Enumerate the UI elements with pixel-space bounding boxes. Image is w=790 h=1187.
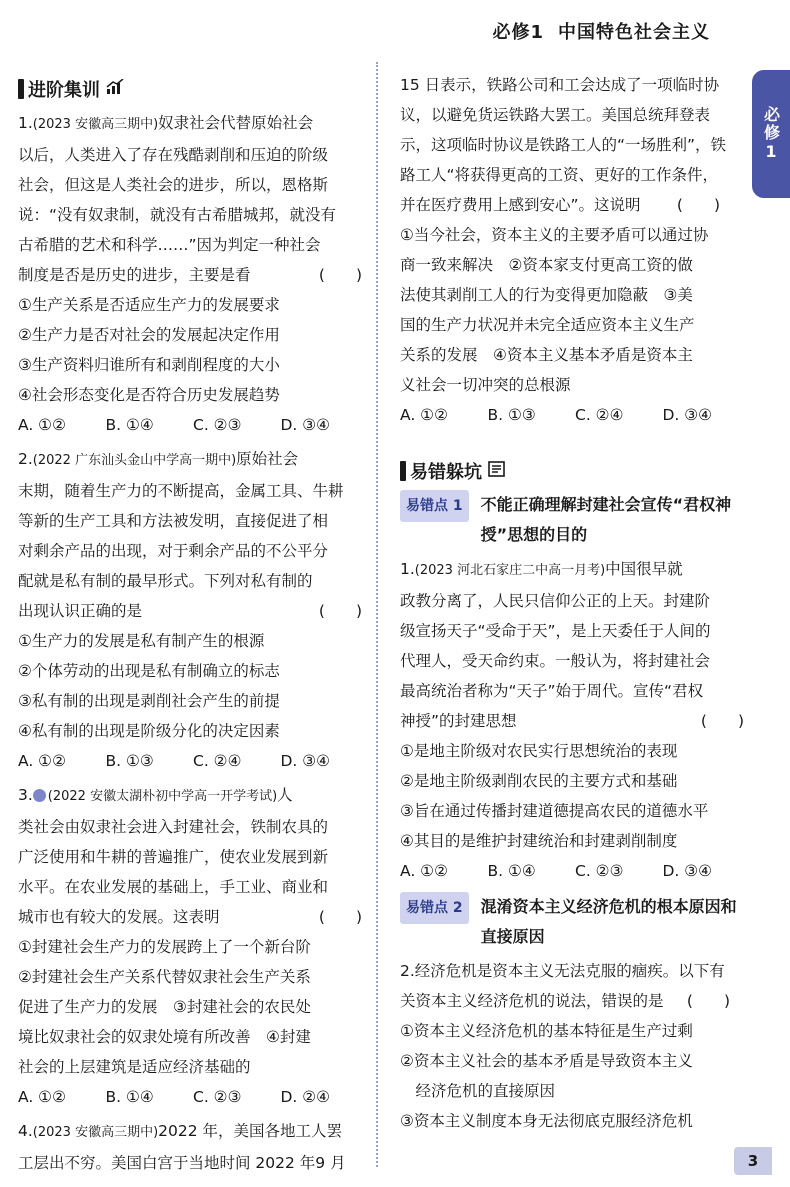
pitfall-question-2: 2.经济危机是资本主义无法克服的痼疾。以下有 关资本主义经济危机的说法，错误的是 ( ) ①资本主义经济危机的基本特征是生产过剩 ②资本主义社会的基本矛盾是导致资本主义 经济危机的直接原因 ③资本主义制度本身无法彻底克服经济危机 <box>400 962 730 1130</box>
answer-paren[interactable]: ( ) <box>686 992 730 1010</box>
error-badge: 易错点 1 <box>400 490 469 522</box>
choices: A. ①② B. ①③ C. ②④ D. ③④ <box>18 752 331 770</box>
question-4: 4.(2023 安徽高三期中)2022 年，美国各地工人罢 工层出不穷。美国白宫于当地时间 2022 年9 月 <box>18 1122 346 1172</box>
column-divider <box>376 62 378 1167</box>
question-1: 1.(2023 安徽高三期中)奴隶社会代替原始社会 以后，人类进入了存在残酷剥削和压迫的阶级 社会，但这是人类社会的进步，所以，恩格斯 说：“没有奴隶制，就没有古希腊城邦，就没有 古希腊的艺术和科学……”因为判定一种社会 制度是否是历史的进步，主要是看 ( ) ①生产关系是否适应生产力的发展要求 ②生产力是否对社会的发展起决定作用 ③生产资料归谁所有和剥削程度的大小 ④社会形态变化是否符合历史发展趋势 A. ①② B. ①④ C. ②③ D. ③④ <box>18 108 368 440</box>
trend-chart-icon <box>106 79 124 100</box>
error-badge: 易错点 2 <box>400 892 469 924</box>
page-number: 3 <box>734 1147 772 1175</box>
warning-list-icon <box>488 461 506 482</box>
right-column <box>400 70 750 1136</box>
section-title-pitfalls: 易错躲坑 <box>400 456 750 486</box>
question-4-continued: 15 日表示，铁路公司和工会达成了一项临时协 议，以避免货运铁路大罢工。美国总统拜登表 示，这项临时协议是铁路工人的“一场胜利”，铁 路工人“将获得更高的工资、更好的工作条件， 并在医疗费用上感到安心”。这说明 ( ) ①当今社会，资本主义的主要矛盾可以通过协 商一致来解决 ②资本家支付更高工资的做 法使其剥削工人的行为变得更加隐蔽 ③美 国的生产力状况并未完全适应资本主义生产 关系的发展 ④资本主义基本矛盾是资本主 义社会一切冲突的总根源 A. ①② B. ①③ C. ②④ D. ③④ <box>400 70 750 430</box>
answer-paren[interactable]: ( ) <box>700 712 744 730</box>
side-tab[interactable]: 必修1 <box>752 70 790 198</box>
header-subject: 中国特色社会主义 <box>558 22 710 43</box>
highlight-dot-icon <box>33 789 46 802</box>
choices: A. ①② B. ①④ C. ②③ D. ③④ <box>400 862 713 880</box>
error-point-2: 易错点 2 混淆资本主义经济危机的根本原因和直接原因 <box>400 892 750 952</box>
header-book: 必修1 <box>492 22 544 43</box>
answer-paren[interactable]: ( ) <box>676 196 720 214</box>
page-header <box>492 18 710 44</box>
answer-paren[interactable]: ( ) <box>318 266 362 284</box>
error-point-1: 易错点 1 不能正确理解封建社会宣传“君权神授”思想的目的 <box>400 490 750 550</box>
choices: A. ①② B. ①④ C. ②③ D. ②④ <box>18 1088 331 1106</box>
question-2: 2.(2022 广东汕头金山中学高一期中)原始社会 末期，随着生产力的不断提高，金属工具、牛耕 等新的生产工具和方法被发明，直接促进了相 对剩余产品的出现，对于剩余产品的不公平分 配就是私有制的最早形式。下列对私有制的 出现认识正确的是 ( ) ①生产力的发展是私有制产生的根源 ②个体劳动的出现是私有制确立的标志 ③私有制的出现是剥削社会产生的前提 ④私有制的出现是阶级分化的决定因素 A. ①② B. ①③ C. ②④ D. ③④ <box>18 444 368 776</box>
question-3: 3. (2022 安徽太湖朴初中学高一开学考试)人 类社会由奴隶社会进入封建社会，铁制农具的 广泛使用和牛耕的普遍推广，使农业发展到新 水平。在农业发展的基础上，手工业、商业和 城市也有较大的发展。这表明 ( ) ①封建社会生产力的发展跨上了一个新台阶 ②封建社会生产关系代替奴隶社会生产关系 促进了生产力的发展 ③封建社会的农民处 境比奴隶社会的奴隶处境有所改善 ④封建 社会的上层建筑是适应经济基础的 A. ①② B. ①④ C. ②③ D. ②④ <box>18 780 368 1112</box>
left-column <box>18 74 368 1178</box>
choices: A. ①② B. ①③ C. ②④ D. ③④ <box>400 406 713 424</box>
answer-paren[interactable]: ( ) <box>318 908 362 926</box>
answer-paren[interactable]: ( ) <box>318 602 362 620</box>
section-bar-icon <box>400 461 406 481</box>
choices: A. ①② B. ①④ C. ②③ D. ③④ <box>18 416 331 434</box>
pitfall-question-1: 1.(2023 河北石家庄二中高一月考)中国很早就 政教分离了，人民只信仰公正的上天。封建阶 级宣扬天子“受命于天”，是上天委任于人间的 代理人，受天命约束。一般认为，将封建社会 最高统治者称为“天子”始于周代。宣传“君权 神授”的封建思想 ( ) ①是地主阶级对农民实行思想统治的表现 ②是地主阶级剥削农民的主要方式和基础 ③旨在通过传播封建道德提高农民的道德水平 ④其目的是维护封建统治和封建剥削制度 A. ①② B. ①④ C. ②③ D. ③④ <box>400 554 750 886</box>
section-title-advanced: 进阶集训 <box>18 74 368 104</box>
section-bar-icon <box>18 79 24 99</box>
